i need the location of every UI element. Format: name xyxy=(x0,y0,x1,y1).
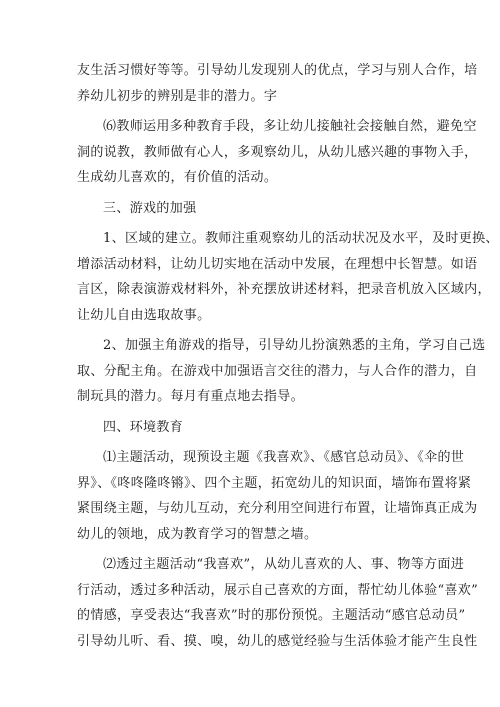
text-line: 幼儿的领地，成为教育学习的智慧之墙。 xyxy=(77,526,318,542)
text-line: ⑴主题活动，现预设主题《我喜欢》、《感官总动员》、《伞的世 xyxy=(103,450,465,465)
text-line: 行活动，透过多种活动，展示自己喜欢的方面，帮忙幼儿体验“喜欢” xyxy=(77,582,479,598)
text-line: 友生活习惯好等等。引导幼儿发现别人的优点，学习与别人合作，培 xyxy=(77,63,478,78)
paragraph-p2 xyxy=(77,114,478,191)
paragraph-p1 xyxy=(77,58,478,109)
paragraph-p4 xyxy=(77,333,486,410)
paragraph-p6 xyxy=(77,552,479,654)
text-line: 让幼儿自由选取故事。 xyxy=(77,307,211,323)
paragraph-p3 xyxy=(77,226,499,328)
text-line: ⑵透过主题活动“我喜欢”，从幼儿喜欢的人、事、物等方面进 xyxy=(103,557,465,572)
text-line: 洞的说教，教师做有心人，多观察幼儿，从幼儿感兴趣的事物入手， xyxy=(77,144,478,160)
text-line: 紧围绕主题，与幼儿互动，充分利用空间进行布置，让墙饰真正成为 xyxy=(77,501,478,516)
text-line: 言区，除表演游戏材料外，补充摆放讲述材料，把录音机放入区域内， xyxy=(77,282,491,297)
paragraph-p5 xyxy=(77,445,478,547)
text-line: 2、加强主角游戏的指导，引导幼儿扮演熟悉的主角，学习自己选 xyxy=(103,338,486,353)
heading-text: 三、游戏的加强 xyxy=(103,200,197,216)
text-line: 取、分配主角。在游戏中加强语言交往的潜力，与人合作的潜力，自 xyxy=(77,363,478,379)
text-line: ⑹教师运用多种教育手段，多让幼儿接触社会接触自然，避免空 xyxy=(103,119,477,134)
heading-text: 四、环境教育 xyxy=(103,419,184,435)
section-heading-4 xyxy=(77,415,437,441)
text-line: 生成幼儿喜欢的，有价值的活动。 xyxy=(77,170,278,185)
text-line: 引导幼儿听、看、摸、嗅，幼儿的感觉经验与生活体验才能产生良性 xyxy=(77,633,478,649)
text-line: 制玩具的潜力。每月有重点地去指导。 xyxy=(77,389,304,404)
text-line: 增添活动材料，让幼儿切实地在活动中发展，在理想中长智慧。如语 xyxy=(77,256,478,272)
text-line: 1、区域的建立。教师注重观察幼儿的活动状况及水平，及时更换、 xyxy=(103,231,499,246)
document-body xyxy=(77,58,499,659)
section-heading-3 xyxy=(77,196,437,222)
text-line: 的情感，享受表达“我喜欢”时的那份预悦。主题活动“感官总动员” xyxy=(77,608,466,623)
text-line: 界》、《咚咚隆咚锵》、四个主题，拓宽幼儿的知识面，墙饰布置将紧 xyxy=(77,475,472,491)
text-line: 养幼儿初步的辨别是非的潜力。字 xyxy=(77,88,278,104)
